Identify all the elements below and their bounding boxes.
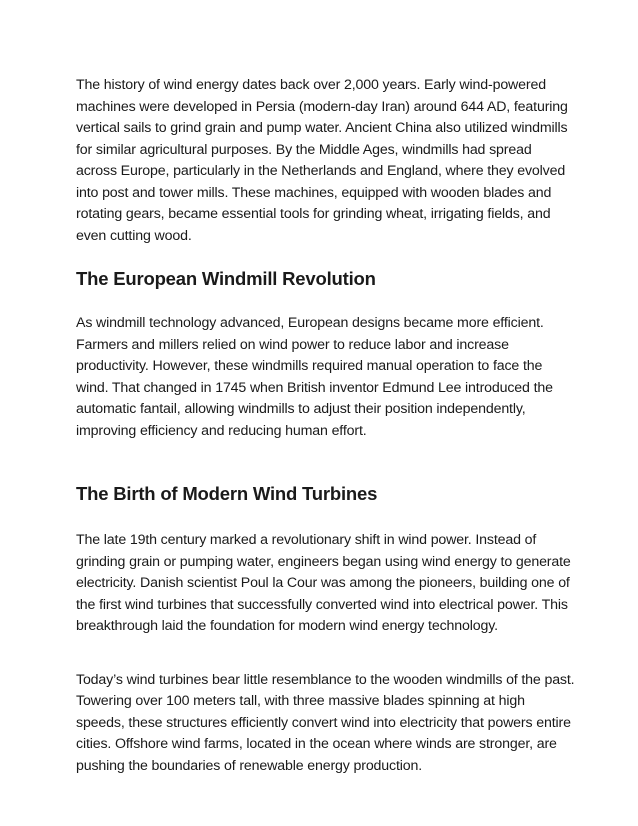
history-paragraph: The history of wind energy dates back over 2,000 years. Early wind-powered machines were developed in Persia (modern-day Iran) around 644 AD, featuring vertical sails to grind grain and pump water. Ancient China also utilized windmills for similar agricultural purposes. By the Middle Ages, windmills had spread across Europe, particularly in the Netherlands and England, where they evolved into post and tower mills. These machines, equipped with wooden blades and rotating gears, became essential tools for grinding wheat, irrigating fields, and even cutting wood. — [76, 77, 568, 244]
section-heading-modern-turbines: The Birth of Modern Wind Turbines — [76, 483, 378, 504]
section-heading-european-windmill: The European Windmill Revolution — [76, 268, 376, 289]
modern-turbines-paragraph: The late 19th century marked a revolutionary shift in wind power. Instead of grinding grain or pumping water, engineers began using wind energy to generate electricity. Danish scientist Poul la Cour was among the pioneers, building one of the first wind turbines that successfully converted wind into electrical power. This breakthrough laid the foundation for modern wind energy technology. — [76, 532, 571, 634]
todays-turbines-paragraph: Today’s wind turbines bear little resemblance to the wooden windmills of the past. Towering over 100 meters tall, with three massive blades spinning at high speeds, these structures efficiently convert wind into electricity that powers entire cities. Offshore wind farms, located in the ocean where winds are stronger, are pushing the boundaries of renewable energy production. — [76, 671, 575, 774]
european-windmill-paragraph: As windmill technology advanced, European designs became more efficient. Farmers and millers relied on wind power to reduce labor and increase productivity. However, these windmills required manual operation to face the wind. That changed in 1745 when British inventor Edmund Lee introduced the automatic fantail, allowing windmills to adjust their position independently, improving efficiency and reducing human effort. — [76, 315, 553, 439]
